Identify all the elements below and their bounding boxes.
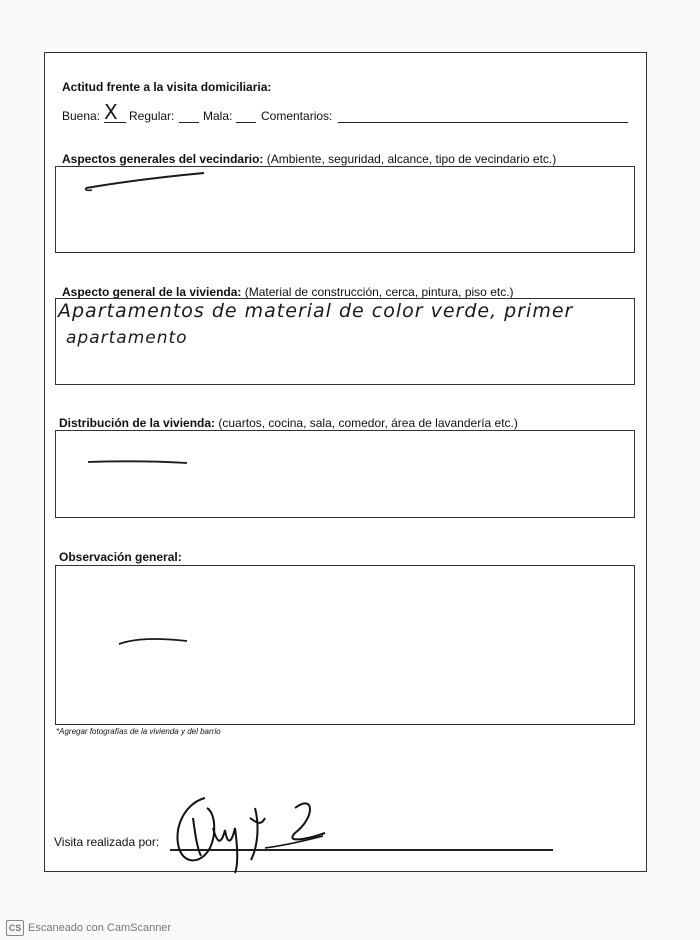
neighborhood-heading	[62, 152, 556, 166]
good-blank	[104, 112, 126, 123]
scanner-footer-text: Escaneado con CamScanner	[28, 922, 172, 934]
neighborhood-hint: (Ambiente, seguridad, alcance, tipo de vecindario etc.)	[266, 152, 557, 166]
camscanner-logo-icon: CS	[6, 920, 24, 936]
visit-by-label: Visita realizada por:	[54, 835, 160, 849]
housing-answer-line1: Apartamentos de material de color verde, primer	[58, 300, 574, 322]
attitude-good-label: Buena:	[62, 109, 101, 123]
observation-title: Observación general:	[59, 550, 182, 564]
housing-title: Aspecto general de la vivienda:	[62, 285, 242, 299]
distribution-dash-stroke	[85, 455, 195, 469]
attitude-title: Actitud frente a la visita domiciliaria:	[62, 80, 272, 94]
attitude-comments-label: Comentarios:	[261, 109, 333, 123]
housing-heading	[62, 285, 514, 299]
bad-blank[interactable]	[236, 112, 256, 123]
neighborhood-title: Aspectos generales del vecindario:	[62, 152, 264, 166]
distribution-heading	[59, 416, 518, 430]
neighborhood-dash-stroke	[80, 170, 210, 195]
housing-answer-line2: apartamento	[66, 328, 188, 348]
housing-hint: (Material de construcción, cerca, pintura, piso etc.)	[244, 285, 514, 299]
attitude-regular-label: Regular:	[129, 109, 175, 123]
attitude-good-mark[interactable]: X	[104, 100, 119, 124]
comments-field[interactable]	[338, 112, 628, 123]
distribution-title: Distribución de la vivienda:	[59, 416, 216, 430]
observation-dash-stroke	[115, 632, 195, 650]
distribution-answer-box[interactable]	[55, 430, 635, 518]
signature	[165, 788, 335, 878]
attitude-bad-label: Mala:	[203, 109, 233, 123]
distribution-hint: (cuartos, cocina, sala, comedor, área de lavandería etc.)	[218, 416, 518, 430]
regular-blank[interactable]	[179, 112, 199, 123]
scanner-footer	[6, 920, 171, 936]
photos-note: *Agregar fotografías de la vivienda y del barrio	[56, 727, 221, 736]
